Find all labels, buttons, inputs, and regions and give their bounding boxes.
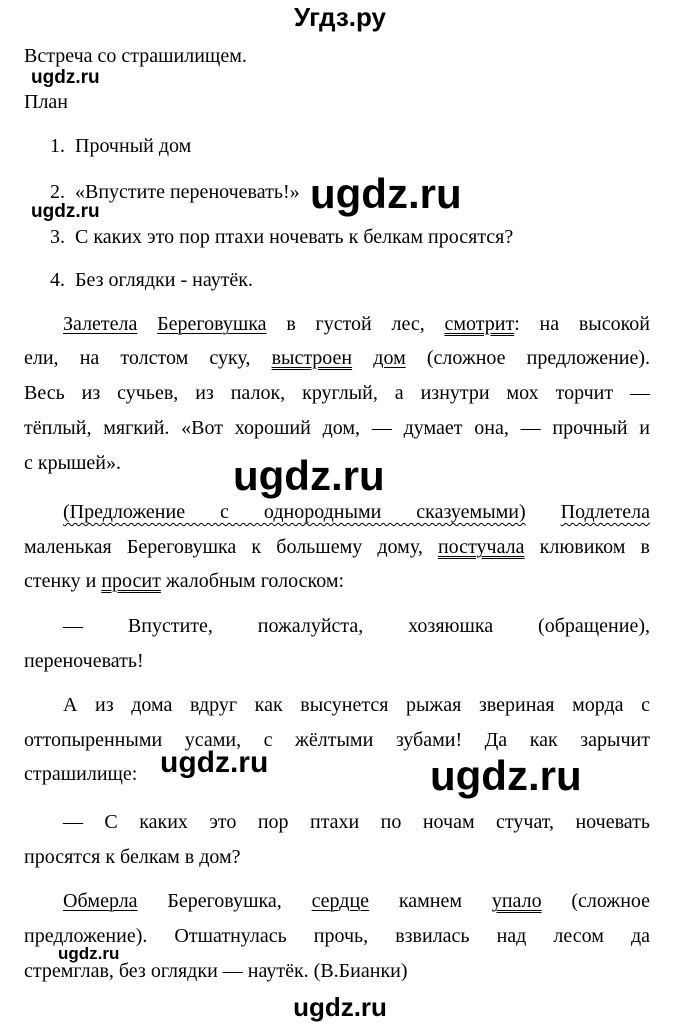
paragraph-line: Весь из сучьев, из палок, круглый, а изнутри мох торчит — bbox=[24, 382, 650, 404]
watermark: ugdz.ru bbox=[58, 944, 120, 963]
grammar-note: (Предложение с однородными сказуемыми) bbox=[63, 501, 526, 523]
plan-item-number: 2. bbox=[50, 181, 65, 203]
plan-item-number: 4. bbox=[50, 269, 65, 291]
paragraph-line: Залетела Береговушка в густой лес, смотрит: на высокой bbox=[63, 313, 650, 335]
subject-word: Залетела bbox=[63, 313, 138, 335]
site-header: Угдз.ру bbox=[294, 2, 386, 32]
paragraph-line: предложение). Отшатнулась прочь, взвилась над лесом да bbox=[24, 925, 650, 947]
plan-item bbox=[50, 225, 513, 249]
predicate-word: смотрит bbox=[444, 313, 515, 335]
predicate-word: Подлетела bbox=[560, 501, 650, 523]
predicate-word: просит bbox=[101, 570, 161, 592]
watermark: ugdz.ru bbox=[160, 746, 269, 779]
plan-item-text: «Впустите переночевать!» bbox=[75, 181, 300, 203]
paragraph-line: Обмерла Береговушка, сердце камнем упало (сложное bbox=[63, 890, 651, 912]
paragraph-line: с крышей». bbox=[24, 452, 122, 474]
paragraph-line: — С каких это пор птахи по ночам стучат, ночевать bbox=[63, 811, 650, 833]
plan-item-number: 3. bbox=[50, 226, 65, 248]
paragraph-line bbox=[63, 500, 650, 524]
subject-word: Обмерла bbox=[63, 890, 138, 912]
plan-item-text: Прочный дом bbox=[75, 135, 192, 157]
watermark: ugdz.ru bbox=[430, 752, 582, 799]
paragraph-line: — Впустите, пожалуйста, хозяюшка (обращение), bbox=[63, 615, 650, 637]
paragraph-line: переночевать! bbox=[24, 650, 144, 672]
predicate-word: упало bbox=[491, 890, 542, 912]
subject-word: Береговушка bbox=[157, 313, 267, 335]
document-title: Встреча со страшилищем. bbox=[24, 45, 247, 67]
paragraph-line: оттопыренными усами, с жёлтыми зубами! Да как зарычит bbox=[24, 729, 650, 751]
watermark: ugdz.ru bbox=[31, 201, 100, 222]
watermark: ugdz.ru bbox=[233, 452, 385, 499]
subject-word: сердце bbox=[311, 890, 370, 912]
watermark: ugdz.ru bbox=[310, 170, 462, 217]
paragraph-line: маленькая Береговушка к большему дому, постучала клювиком в bbox=[24, 536, 650, 558]
paragraph-line: стремглав, без оглядки — наутёк. (В.Бианки) bbox=[24, 960, 408, 982]
watermark: ugdz.ru bbox=[31, 67, 100, 88]
paragraph-line: страшилище: bbox=[24, 763, 138, 785]
subject-word: дом bbox=[373, 347, 406, 369]
plan-item bbox=[50, 134, 191, 158]
plan-item-text: С каких это пор птахи ночевать к белкам просятся? bbox=[75, 226, 514, 248]
plan-item-text: Без оглядки - наутёк. bbox=[75, 269, 254, 291]
paragraph-line: А из дома вдруг как высунется рыжая звериная морда с bbox=[63, 694, 650, 716]
paragraph-line: стенку и просит жалобным голоском: bbox=[24, 570, 345, 592]
predicate-word: выстроен bbox=[271, 347, 353, 369]
plan-item-number: 1. bbox=[50, 135, 65, 157]
predicate-word: постучала bbox=[437, 536, 525, 558]
footer-watermark: ugdz.ru bbox=[293, 992, 387, 1022]
plan-item bbox=[50, 268, 253, 292]
paragraph-line: тёплый, мягкий. «Вот хороший дом, — думает она, — прочный и bbox=[24, 417, 650, 439]
plan-heading: План bbox=[24, 91, 69, 113]
paragraph-line: просятся к белкам в дом? bbox=[24, 846, 241, 868]
paragraph-line: ели, на толстом суку, выстроен дом (сложное предложение). bbox=[24, 347, 651, 369]
